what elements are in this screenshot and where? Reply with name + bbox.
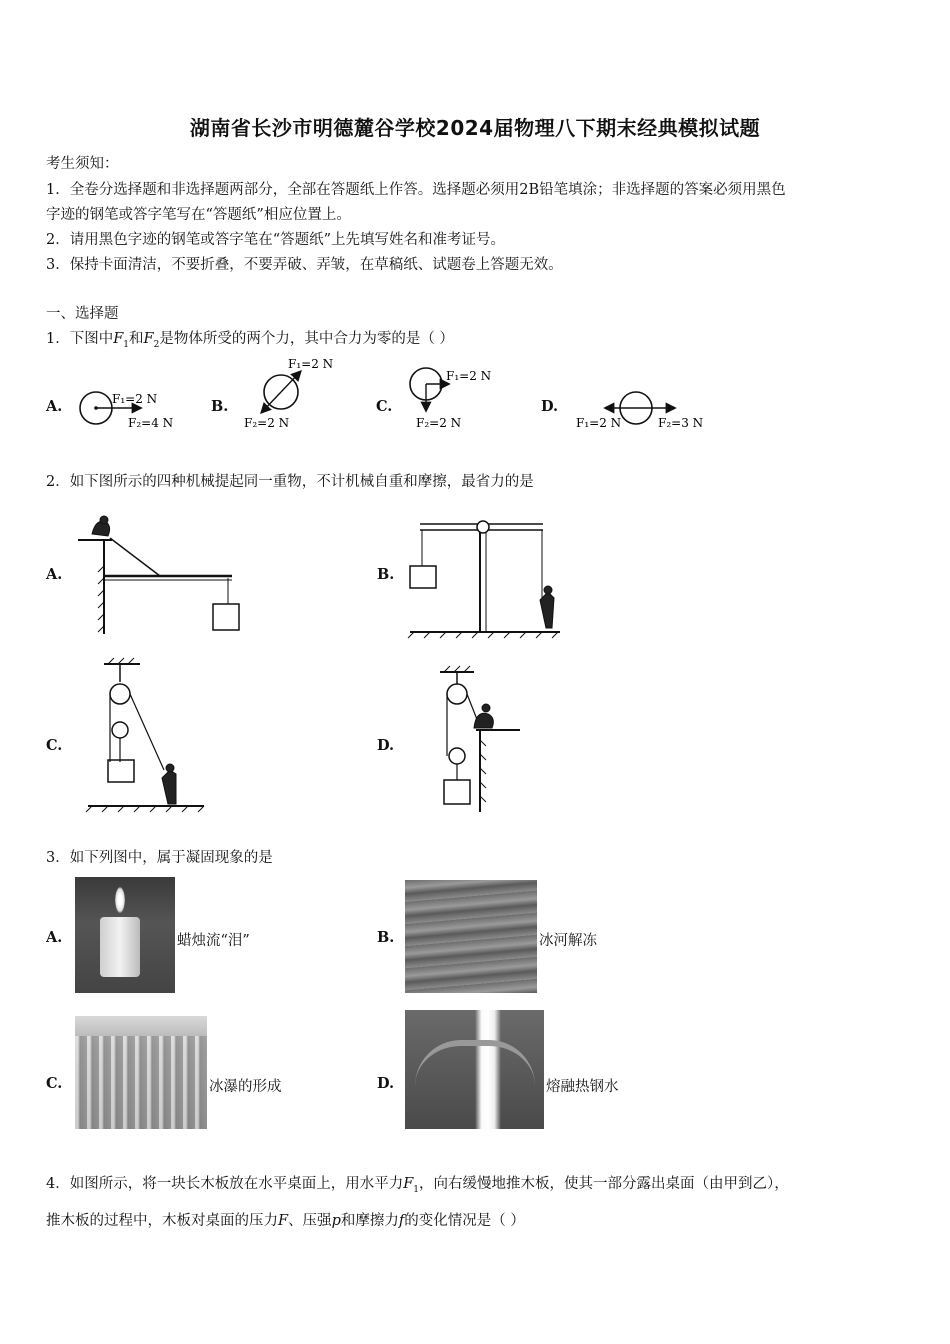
q2-machine-diagrams	[0, 500, 950, 820]
q1-option-c-label[interactable]: C.	[376, 398, 393, 415]
q1-c-f1-label: F₁=2 N	[446, 369, 492, 383]
q1-force-diagrams	[0, 352, 950, 438]
q1-a-f2-label: F₂=4 N	[128, 416, 174, 430]
q1-option-a-label[interactable]: A.	[46, 398, 63, 415]
q3-candle-photo	[75, 877, 175, 993]
notice-item-1b: 字迹的钢笔或答字笔写在“答题纸”相应位置上。	[46, 207, 351, 223]
notice-item-2: 2．请用黑色字迹的钢笔或答字笔在“答题纸”上先填写姓名和准考证号。	[46, 232, 506, 248]
q2-diagram-b	[408, 521, 560, 638]
q3-caption-a: 蜡烛流“泪”	[177, 933, 250, 949]
q2-option-b-label[interactable]: B.	[377, 566, 395, 583]
q1-b-f1-label: F₁=2 N	[288, 357, 334, 371]
q1-diagram-d	[576, 392, 703, 430]
q1-c-f2-label: F₂=2 N	[416, 416, 462, 430]
q3-caption-b: 冰河解冻	[539, 933, 597, 949]
q1-option-b-label[interactable]: B.	[211, 398, 229, 415]
q3-option-b-label[interactable]: B.	[377, 929, 395, 946]
q1-a-f1-label: F₁=2 N	[112, 392, 158, 406]
page-title: 湖南省长沙市明德麓谷学校2024届物理八下期末经典模拟试题	[189, 116, 761, 140]
q1-d-f1-label: F₁=2 N	[576, 416, 622, 430]
q1-d-f2-label: F₂=3 N	[658, 416, 704, 430]
q2-diagram-c	[86, 658, 204, 812]
question-4-line-1: 4．如图所示，将一块长木板放在水平桌面上，用水平力$F_1$，向右缓慢地推木板，使其一部分露出桌面（由甲到乙），	[46, 1176, 789, 1195]
q1-diagram-b	[244, 357, 333, 430]
question-2-stem: 2．如下图所示的四种机械提起同一重物，不计机械自重和摩擦，最省力的是	[46, 474, 534, 490]
notice-heading: 考生须知：	[46, 156, 119, 172]
q3-option-d-label[interactable]: D.	[377, 1075, 395, 1092]
q3-caption-c: 冰瀑的形成	[209, 1079, 282, 1095]
q2-option-d-label[interactable]: D.	[377, 737, 395, 754]
q2-diagram-a	[78, 516, 239, 634]
q1-option-d-label[interactable]: D.	[541, 398, 559, 415]
section-heading: 一、选择题	[46, 306, 119, 322]
q3-ice-river-photo	[405, 880, 537, 993]
notice-item-1a: 1．全卷分选择题和非选择题两部分，全部在答题纸上作答。选择题必须用2B铅笔填涂；非选择题的答案必须用黑色	[46, 182, 786, 198]
q3-ice-waterfall-photo	[75, 1016, 207, 1129]
question-4-line-2: 推木板的过程中，木板对桌面的压力F、压强p和摩擦力f的变化情况是（ ）	[46, 1213, 525, 1229]
question-1-stem: 1．下图中$F_1$和$F_2$是物体所受的两个力，其中合力为零的是（ ）	[46, 331, 454, 350]
q1-b-f2-label: F₂=2 N	[244, 416, 290, 430]
q1-diagram-a	[80, 392, 173, 430]
q3-option-c-label[interactable]: C.	[46, 1075, 63, 1092]
q3-caption-d: 熔融热钢水	[546, 1079, 619, 1095]
question-3-stem: 3．如下列图中，属于凝固现象的是	[46, 850, 273, 866]
notice-item-3: 3．保持卡面清洁，不要折叠，不要弄破、弄皱，在草稿纸、试题卷上答题无效。	[46, 257, 563, 273]
q2-option-c-label[interactable]: C.	[46, 737, 63, 754]
q2-option-a-label[interactable]: A.	[46, 566, 63, 583]
q1-diagram-c	[410, 368, 491, 430]
q3-option-a-label[interactable]: A.	[46, 929, 63, 946]
q3-molten-steel-photo	[405, 1010, 544, 1129]
q2-diagram-d	[440, 666, 520, 812]
